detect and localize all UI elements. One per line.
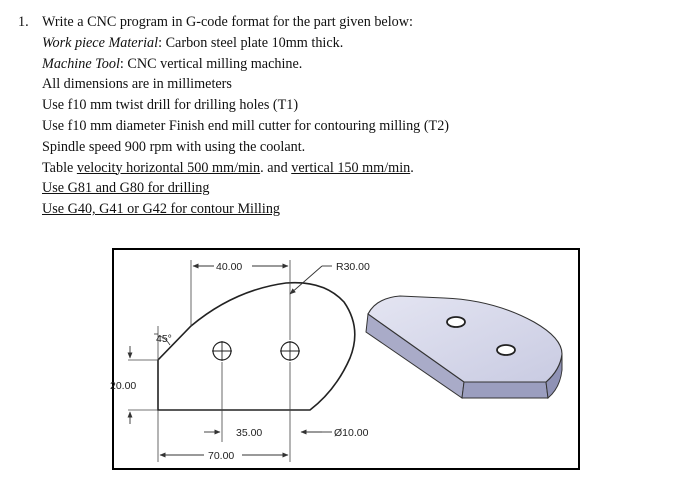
g40-text: Use G40, G41 or G42 for contour Milling [42,201,281,218]
machine-value: : CNC vertical milling machine. [119,55,303,72]
part-outline [158,283,355,410]
dim-height: 20.00 [110,380,137,392]
dim-width: 70.00 [208,450,235,462]
drawing-svg [110,250,578,468]
machine-label: Machine Tool [42,55,120,72]
material-value: : Carbon steel plate 10mm thick. [158,34,344,51]
spindle-line: Spindle speed 900 rpm with using the coolant. [42,138,306,155]
dims-line: All dimensions are in millimeters [42,76,232,93]
hole-1 [212,341,232,361]
question-block [18,12,678,220]
g81-text: Use G81 and G80 for drilling [42,180,210,197]
dim-hole-diameter: Ø10.00 [334,427,369,439]
material-line [18,33,678,54]
isometric-view [366,296,562,398]
machine-line [18,54,678,75]
table-line [18,158,678,179]
drill-line: Use f10 mm twist drill for drilling holes (T1) [42,97,299,114]
dim-hole-position: 35.00 [236,427,263,439]
table-mid: . and [260,159,292,176]
table-vertical: vertical 150 mm/min [291,159,411,176]
g81-line [18,178,678,199]
table-horizontal: velocity horizontal 500 mm/min [76,159,261,176]
dim-angle: 45° [156,333,172,345]
endmill-line: Use f10 mm diameter Finish end mill cutter for contouring milling (T2) [42,117,450,134]
question-title-text: Write a CNC program in G-code format for the part given below: [42,14,413,30]
dim-radius: R30.00 [336,261,370,273]
table-end: . [410,159,414,176]
question-title [18,12,678,33]
g40-line [18,199,678,220]
question-number: 1. [18,14,29,30]
hole-2 [280,341,300,361]
table-prefix: Table [42,159,77,176]
technical-drawing [112,248,580,470]
material-label: Work piece Material [42,34,159,51]
dim-top-40: 40.00 [216,261,243,273]
